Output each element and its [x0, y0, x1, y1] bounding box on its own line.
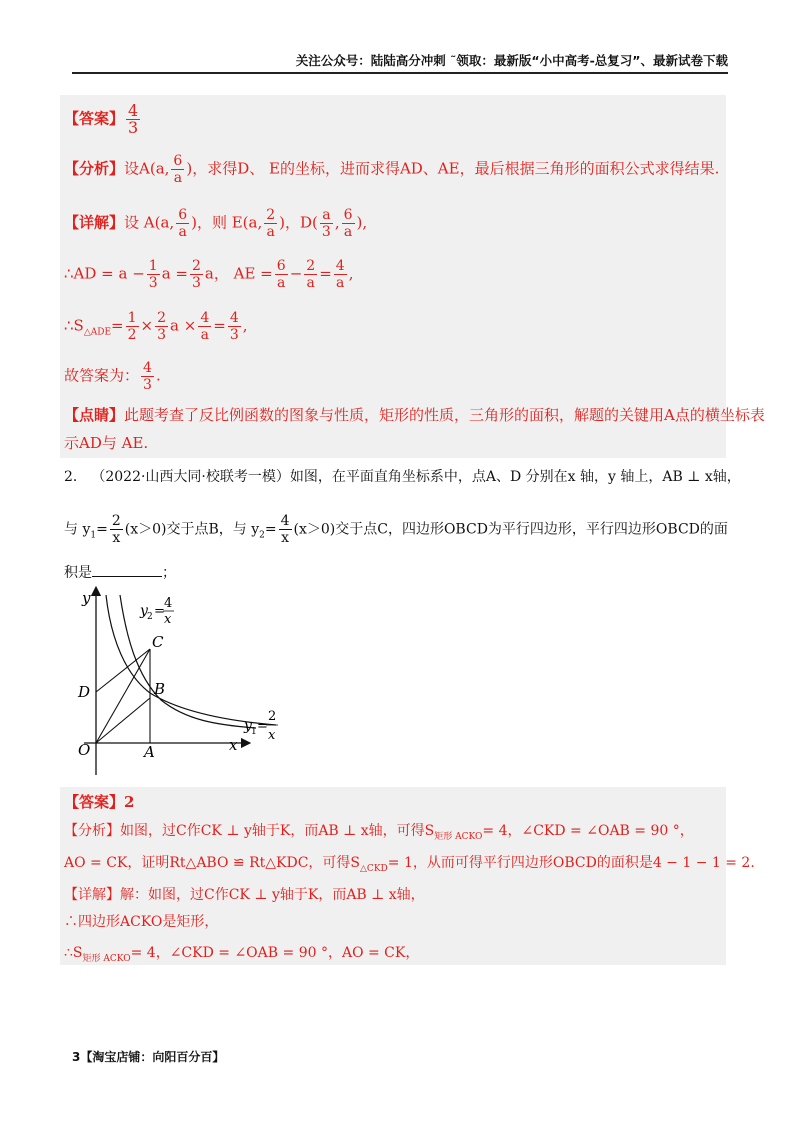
label-b: B [154, 680, 166, 698]
curve-y1 [106, 595, 276, 725]
ad-line: ∴AD = a − $\frac{1}{3}$ a = $\frac{2}{3}$ a， AE = $\frac{6}{a}$ − $\frac{2}{a}$ = $\frac{4}{a}$ , [64, 258, 354, 291]
svg-text:x: x [268, 728, 276, 743]
label-c: C [152, 633, 164, 651]
svg-text:x: x [164, 612, 172, 627]
detail-1: 【详解】设 A(a, $\frac{6}{a}$ )，则 E(a, $\frac{2}{a}$ )，D( $\frac{a}{3}$ , $\frac{6}{a}$ ), [64, 207, 368, 240]
svg-text:1: 1 [251, 727, 257, 737]
label-o: O [78, 741, 91, 759]
svg-text:4: 4 [164, 596, 173, 611]
label-y1 [243, 709, 278, 743]
page-header: 关注公众号：陆陆高分冲刺 ˜领取：最新版“小中高考-总复习”、最新试卷下载 [72, 50, 728, 74]
comment-1a: 【点睛】此题考查了反比例函数的图象与性质，矩形的性质，三角形的面积，解题的关键用A点的横坐标表 [64, 406, 765, 424]
svg-text:=: = [257, 719, 268, 734]
coordinate-graph [66, 585, 306, 785]
segment-ob [96, 698, 150, 743]
svg-text:=: = [154, 604, 165, 619]
svg-text:y: y [140, 603, 148, 619]
question-2-line3: 积是 ； [64, 562, 728, 584]
detail-2b: ∴四边形ACKO是矩形， [64, 914, 219, 930]
label-d: D [78, 683, 91, 701]
page-footer: 3【淘宝店铺：向阳百分百】 [72, 1050, 225, 1064]
analysis-2a: 【分析】如图，过C作CK ⊥ y轴于K，而AB ⊥ x轴，可得$S_{矩形 ACKO}= 4$，∠CKD = ∠OAB = 90 °， [64, 823, 694, 842]
label-x-axis: x [229, 736, 238, 754]
svg-text:2: 2 [268, 709, 277, 724]
answer-2: 【答案】2 [64, 793, 135, 811]
label-a: A [144, 743, 155, 761]
area-line: $\therefore S_{\triangle ADE}=$ $\frac{1}{2}$ × $\frac{2}{3}$ a × $\frac{4}{a}$ = $\frac{4}{3}$ , [64, 310, 248, 343]
question-2-line1: 2． （2022·山西大同·校联考一模）如图，在平面直角坐标系中，点A、D 分别在x 轴，y 轴上，AB ⊥ x轴， [64, 469, 741, 485]
detail-2a: 【详解】解：如图，过C作CK ⊥ y轴于K，而AB ⊥ x轴， [64, 887, 425, 903]
answer-1: 【答案】 $\frac{4}{3}$ [64, 101, 139, 137]
analysis-1: 【分析】设A(a, $\frac{6}{a}$ )，求得D、 E的坐标，进而求得AD、AE，最后根据三角形的面积公式求得结果. [64, 153, 720, 186]
comment-1b: 示AD与 AE. [64, 434, 149, 452]
analysis-2b: AO = CK，证明Rt△ABO ≌ Rt△KDC，可得$S_{\triangle CKD}= 1$，从而可得平行四边形OBCD的面积是4 − 1 − 1 = 2. [64, 855, 755, 874]
segment-oc [96, 649, 150, 743]
detail-2c: $\therefore S_{矩形 ACKO}= 4$，∠CKD = ∠OAB = 90 °，AO = CK， [64, 945, 420, 964]
label-y2 [139, 596, 174, 627]
question-2-line2: 与 $y_1=$ $\frac{2}{x}$ (x＞0)交于点B，与 $y_2=$ $\frac{4}{x}$ (x＞0)交于点C，四边形OBCD为平行四边形，平行四边形OBCD的面 [64, 513, 728, 546]
svg-text:y: y [244, 718, 252, 734]
svg-text:2: 2 [147, 612, 153, 622]
label-y-axis: y [82, 589, 91, 607]
final-answer-1: 故答案为： $\frac{4}{3}$ . [64, 360, 161, 393]
answer-blank [92, 562, 162, 577]
